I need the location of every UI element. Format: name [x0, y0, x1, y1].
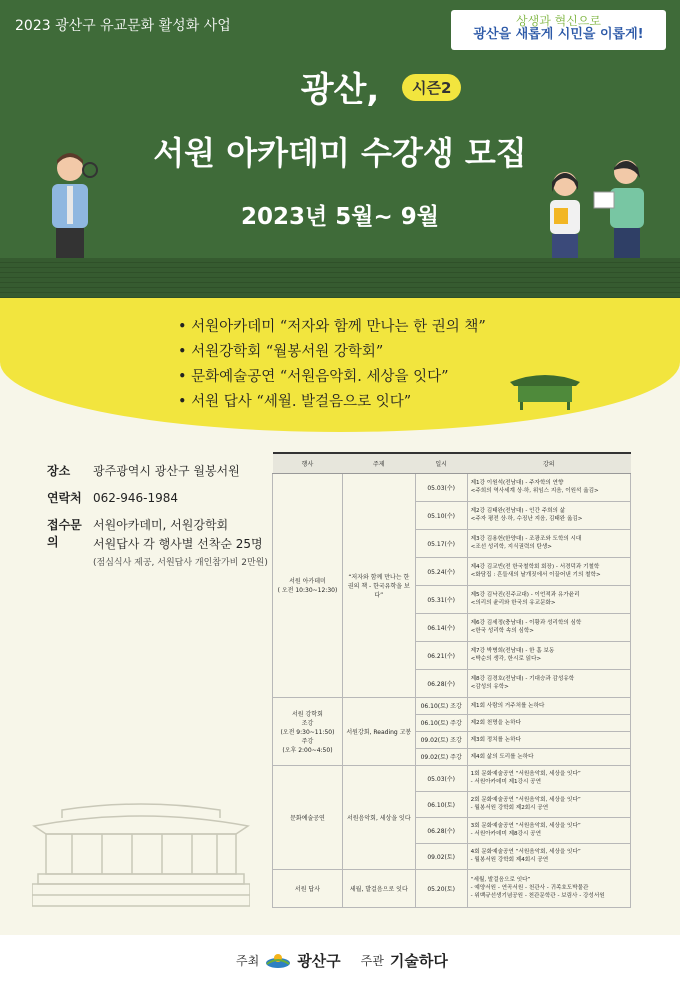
program-item: • 문화예술공연 “서원음악회. 세상을 잇다” — [178, 369, 449, 385]
academy-event-cell — [273, 473, 343, 697]
row-date: 06.28(수) — [415, 817, 467, 843]
slogan-box — [451, 10, 666, 50]
apply-line1: 서원아카데미, 서원강학회 — [93, 518, 229, 532]
gwangsan-logo-icon — [265, 952, 291, 970]
lecture-topic: 서원강회, Reading 고봉 — [342, 697, 415, 765]
row-date: 06.10(토) 조강 — [415, 697, 467, 714]
organizer-label: 주관 — [360, 954, 384, 968]
concert-title: 2회 문화예술공연 “서원음악회, 세상을 잇다” — [470, 797, 581, 803]
lecture-title: 제1강 이원석(전남대) - 주자학의 연향 — [470, 480, 564, 486]
lecture-cell — [467, 791, 630, 817]
lecture-sub2: 주강 — [301, 737, 314, 745]
concert-event: 문화예술공연 — [273, 765, 343, 869]
apply-line2: 서원답사 각 행사별 선착순 25명 — [93, 537, 263, 551]
wood-stripe — [0, 258, 680, 298]
hanok-illustration — [32, 798, 250, 908]
lecture-book: <주희의 역사세계 상·하, 위임스 지음, 이원석 옮김> — [470, 488, 599, 494]
woman-with-book-illustration — [592, 152, 656, 260]
lecture-title: 제4회 삶의 도리를 논하다 — [467, 748, 630, 765]
row-date: 09.02(토) — [415, 843, 467, 869]
academy-event: 서원 아카데미 — [289, 578, 326, 585]
program-item: • 서원아카데미 “저자와 함께 만나는 한 권의 책” — [178, 319, 486, 335]
lecture-event-cell — [273, 697, 343, 765]
tour-route1: - 예양서원 - 연곡서원 - 천관사 - 귀족호도박물관 — [470, 885, 589, 891]
lecture-title: 제6강 김세정(충남대) - 이황과 성리학의 심학 — [470, 620, 582, 626]
row-date: 06.10(토) 주강 — [415, 714, 467, 731]
row-date: 05.31(수) — [415, 585, 467, 613]
lecture-cell — [467, 817, 630, 843]
lecture-cell — [467, 869, 630, 907]
apply-label: 접수문의 — [47, 518, 82, 549]
row-date: 05.03(수) — [415, 473, 467, 501]
concert-desc: - 월봉서원 강학회 제4회시 공연 — [470, 857, 549, 863]
lecture-title: 제3강 김용헌(한양대) - 조광조와 도학의 시대 — [470, 536, 582, 542]
lecture-title: 제1회 사람의 거주처를 논하다 — [467, 697, 630, 714]
lecture-cell — [467, 669, 630, 697]
lecture-title: 제4강 김교빈(전 한국철학회 회장) - 서경덕과 기철학 — [470, 564, 600, 570]
lecture-book: <주자 평전 상·하, 수징난 지음, 김태완 옮김> — [470, 516, 583, 522]
row-date: 09.02(토) 주강 — [415, 748, 467, 765]
apply-note: (점심식사 제공, 서원답사 개인참가비 2만원) — [93, 558, 268, 568]
lecture-cell — [467, 473, 630, 501]
info-section — [47, 462, 268, 581]
lecture-event: 서원 강학회 — [292, 710, 323, 718]
header-topic: 주제 — [342, 453, 415, 473]
lecture-cell — [467, 641, 630, 669]
academy-topic: “저자와 함께 만나는 한 권의 책 - 한국유학을 보다” — [342, 473, 415, 697]
lecture-cell — [467, 613, 630, 641]
man-with-magnifier-illustration — [30, 150, 100, 260]
lecture-cell — [467, 765, 630, 791]
concert-title: 1회 문화예술공연 “서원음악회, 세상을 잇다” — [470, 771, 581, 777]
title-line2: 서원 아카데미 수강생 모집 — [153, 134, 527, 172]
concert-topic: 서원음악회, 세상을 잇다 — [342, 765, 415, 869]
lecture-title: 제2회 천명을 논하다 — [467, 714, 630, 731]
lecture-title: 제2강 김태완(전남대) - 인간 주희의 삶 — [470, 508, 566, 514]
lecture-cell — [467, 501, 630, 529]
sponsor-bar — [236, 950, 448, 971]
venue-value: 광주광역시 광산구 월봉서원 — [93, 464, 240, 478]
tour-topic: 세월, 발걸음으로 잇다 — [342, 869, 415, 907]
lecture-book: <의리의 윤리와 한국의 유교문화> — [470, 600, 556, 606]
lecture-book: <조선 성리학, 지식권력의 탄생> — [470, 544, 552, 550]
tour-event: 서원 답사 — [273, 869, 343, 907]
concert-desc: - 서원아카데미 제8강시 공연 — [470, 831, 541, 837]
tour-title: “세월, 발걸음으로 잇다” — [470, 877, 531, 883]
row-date: 05.17(수) — [415, 529, 467, 557]
lecture-book: <화담집 : 흔들새의 날개짓에서 이끌어낸 기의 철학> — [470, 572, 601, 578]
organizer-name: 기술하다 — [389, 952, 448, 970]
lecture-cell — [467, 557, 630, 585]
host-label: 주최 — [236, 954, 260, 968]
lecture-title: 제7강 박병희(전남대) - 한 홈 보동 — [470, 648, 555, 654]
concert-title: 3회 문화예술공연 “서원음악회, 세상을 잇다” — [470, 823, 581, 829]
season-badge: 시즌2 — [402, 74, 461, 101]
student-girl-illustration — [540, 160, 590, 260]
concert-desc: - 월봉서원 강학회 제2회시 공연 — [470, 805, 549, 811]
program-list — [178, 315, 486, 415]
concert-title: 4회 문화예술공연 “서원음악회, 세상을 잇다” — [470, 849, 581, 855]
lecture-title: 제5강 김낙진(진주교대) - 이언적과 유가윤리 — [470, 592, 580, 598]
lecture-book: <한국 성리학 속의 심학> — [470, 628, 534, 634]
lecture-cell — [467, 585, 630, 613]
contact-label: 연락처 — [47, 491, 82, 505]
lecture-cell — [467, 843, 630, 869]
row-date: 06.14(수) — [415, 613, 467, 641]
row-date: 05.24(수) — [415, 557, 467, 585]
lecture-title: 제8강 김경호(전남대) - 기대승과 감성유학 — [470, 676, 575, 682]
header-date: 일시 — [415, 453, 467, 473]
row-date: 05.10(수) — [415, 501, 467, 529]
slogan-line1: 상생과 혁신으로 — [516, 14, 601, 28]
program-item: • 서원 답사 “세월. 발걸음으로 잇다” — [178, 394, 412, 410]
program-item: • 서원강학회 “월봉서원 강학회” — [178, 344, 384, 360]
contact-value: 062-946-1984 — [93, 491, 179, 505]
lecture-sub1: 조강 — [301, 719, 314, 727]
venue-label: 장소 — [47, 464, 71, 478]
project-label: 2023 광산구 유교문화 활성화 사업 — [15, 18, 231, 34]
pavilion-illustration — [506, 370, 584, 410]
row-date: 05.03(수) — [415, 765, 467, 791]
tour-route2: - 위백규선생기념공원 - 천관문학관 - 보림사 - 강성서원 — [470, 893, 605, 899]
slogan-line2: 광산을 새롭게 시민을 이롭게! — [473, 27, 644, 42]
schedule-table — [272, 452, 631, 908]
host-name: 광산구 — [297, 952, 341, 970]
row-date: 06.21(수) — [415, 641, 467, 669]
row-date: 06.10(토) — [415, 791, 467, 817]
event-date: 2023년 5월~ 9월 — [241, 204, 439, 230]
concert-desc: - 서원아카데미 제1강시 공연 — [470, 779, 541, 785]
header-event: 행사 — [273, 453, 343, 473]
title-line1: 광산, — [300, 70, 380, 110]
lecture-title: 제3회 정치를 논하다 — [467, 731, 630, 748]
row-date: 05.20(토) — [415, 869, 467, 907]
lecture-book: <감성의 유학> — [470, 684, 509, 690]
lecture-book: <박순의 생각, 한시로 읽다> — [470, 656, 542, 662]
lecture-cell — [467, 529, 630, 557]
header-lecture: 강의 — [467, 453, 630, 473]
row-date: 09.02(토) 조강 — [415, 731, 467, 748]
lecture-time1: (오전 9:30~11:50) — [280, 728, 335, 736]
academy-time: ( 오전 10:30~12:30) — [277, 587, 338, 594]
lecture-time2: (오후 2:00~4:50) — [282, 746, 333, 754]
row-date: 06.28(수) — [415, 669, 467, 697]
